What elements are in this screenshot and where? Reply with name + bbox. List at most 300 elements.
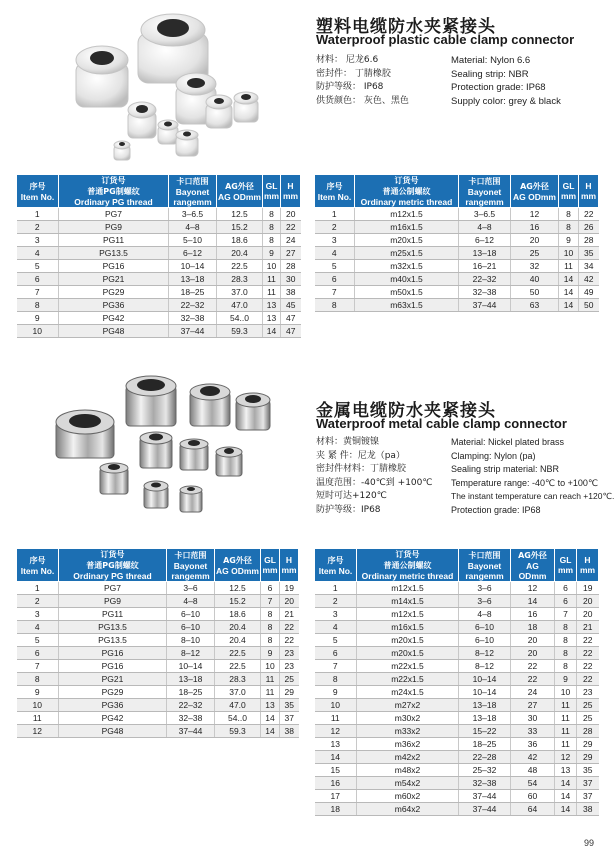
table-cell: 8 [17,299,59,312]
table-cell: 8 [555,621,577,634]
table-cell: 28.3 [215,673,261,686]
table-cell: 8 [263,208,281,221]
plastic-pg-table [16,174,301,338]
spec-line: 供货颜色： 灰色、黑色 [316,95,409,106]
table-cell: 3 [315,234,355,247]
table-cell: 12.5 [215,582,261,595]
table-cell: 4 [315,247,355,260]
table-cell: 11 [17,712,59,725]
table-cell: m14x1.5 [357,595,459,608]
table-cell: 10 [555,686,577,699]
spec-line: 密封件： 丁腈橡胶 [316,68,391,79]
table-cell: 14 [315,751,357,764]
table-cell: 9 [263,247,281,260]
table-cell: 13 [263,312,281,325]
table-cell: m25x1.5 [355,247,459,260]
table-cell: 47 [281,312,301,325]
metal-connectors-photo [40,372,280,528]
table-cell: 6 [17,273,59,286]
table-cell: 8 [315,673,357,686]
table-cell: 25 [280,673,299,686]
table-cell: 14 [559,286,579,299]
table-cell: 48 [511,764,555,777]
table-cell: 17 [315,790,357,803]
table-row [315,621,599,634]
table-row [17,595,299,608]
table-cell: 49 [579,286,599,299]
table-cell: 22–32 [459,273,511,286]
table-cell: 59.3 [217,325,263,338]
table-cell: 11 [261,673,280,686]
table-row [315,660,599,673]
table-cell: 9 [555,673,577,686]
table-row [17,699,299,712]
table-cell: 30 [511,712,555,725]
table-row [315,777,599,790]
table-cell: 5 [17,260,59,273]
table-row [17,725,299,738]
table-cell: m30x2 [357,712,459,725]
plastic-metric-table [314,174,599,312]
table-cell: 42 [511,751,555,764]
table-cell: 29 [577,738,599,751]
table-cell: 11 [263,286,281,299]
table-cell: 6–10 [167,608,215,621]
table-cell: m40x1.5 [355,273,459,286]
table-cell: m20x1.5 [355,234,459,247]
table-cell: 27 [511,699,555,712]
table-cell: 8 [555,660,577,673]
table-cell: 19 [280,582,299,595]
table-cell: 18.6 [217,234,263,247]
table-cell: 14 [559,299,579,312]
table-cell: 7 [261,595,280,608]
table-cell: 28 [577,725,599,738]
table-cell: 2 [17,221,59,234]
table-cell: 9 [559,234,579,247]
table-cell: 10 [263,260,281,273]
table-row [17,299,301,312]
table-cell: 8–12 [167,647,215,660]
table-cell: 8 [555,647,577,660]
table-cell: 8 [263,221,281,234]
table-cell: 22 [577,660,599,673]
table-cell: 47.0 [217,299,263,312]
table-cell: 6–10 [459,634,511,647]
table-cell: 36 [511,738,555,751]
table-cell: 10–14 [167,660,215,673]
table-cell: PG29 [59,686,167,699]
table-cell: 7 [315,660,357,673]
table-row [17,260,301,273]
table-cell: m63x1.5 [355,299,459,312]
table-cell: 18.6 [215,608,261,621]
column-header: 序号 Item No. [315,175,355,208]
table-cell: 4–8 [167,595,215,608]
metal-metric-table [314,548,599,816]
table-cell: 23 [280,660,299,673]
table-cell: m12x1.5 [357,608,459,621]
table-cell: 13 [315,738,357,751]
column-header: AG外径 AG ODmm [217,175,263,208]
table-cell: 54..0 [215,712,261,725]
table-cell: 3–6 [167,582,215,595]
table-cell: 12 [511,582,555,595]
table-cell: 20 [511,234,559,247]
table-cell: m60x2 [357,790,459,803]
table-cell: 12 [17,725,59,738]
metal-title-en: Waterproof metal cable clamp connector [316,416,567,431]
spec-line: 材料：黄铜镀镍 [316,437,380,447]
table-cell: 24 [511,686,555,699]
table-cell: m48x2 [357,764,459,777]
plastic-connectors-photo [48,8,278,168]
table-cell: 40 [511,273,559,286]
metal-title-cn: 金属电缆防水夹紧接头 [316,401,496,421]
table-cell: 54 [511,777,555,790]
table-cell: 12.5 [217,208,263,221]
table-row [17,221,301,234]
table-cell: 28.3 [217,273,263,286]
table-cell: 25–32 [459,764,511,777]
table-cell: 25 [511,247,559,260]
table-cell: 29 [577,751,599,764]
table-cell: m16x1.5 [357,621,459,634]
table-cell: PG29 [59,286,169,299]
table-cell: 23 [280,647,299,660]
table-cell: 12 [555,751,577,764]
spec-line: Protection grade: IP68 [451,504,541,515]
table-row [315,582,599,595]
table-cell: 8–10 [167,634,215,647]
spec-line: Sealing strip: NBR [451,68,529,80]
table-cell: 64 [511,803,555,816]
table-row [17,712,299,725]
table-cell: 8 [17,673,59,686]
table-cell: m12x1.5 [355,208,459,221]
table-cell: 11 [555,699,577,712]
table-cell: 22–32 [169,299,217,312]
table-cell: PG48 [59,325,169,338]
table-row [315,634,599,647]
table-cell: 6–10 [167,621,215,634]
column-header: 序号 Item No. [17,175,59,208]
metal-specs-cn [316,436,433,517]
table-cell: 22 [280,621,299,634]
table-cell: m12x1.5 [357,582,459,595]
column-header: 卡口范围 Bayonet rangemm [459,175,511,208]
table-cell: 33 [511,725,555,738]
table-cell: 25 [577,699,599,712]
table-cell: 20 [577,608,599,621]
table-cell: 63 [511,299,559,312]
table-cell: 3 [315,608,357,621]
table-cell: 3–6.5 [169,208,217,221]
plastic-title-en: Waterproof plastic cable clamp connector [316,32,575,47]
table-cell: 35 [579,247,599,260]
table-cell: 6–12 [459,234,511,247]
table-cell: 3–6 [459,595,511,608]
table-cell: 35 [280,699,299,712]
table-cell: 38 [281,286,301,299]
table-cell: 11 [261,686,280,699]
table-cell: PG9 [59,221,169,234]
table-cell: 37 [577,790,599,803]
table-row [17,234,301,247]
page-number: 99 [584,838,595,848]
table-cell: 37–44 [169,325,217,338]
table-row [315,647,599,660]
table-cell: 20 [280,595,299,608]
table-cell: 6 [315,647,357,660]
table-cell: 21 [577,621,599,634]
plastic-title-cn: 塑料电缆防水夹紧接头 [316,17,496,37]
table-row [17,647,299,660]
table-cell: m42x2 [357,751,459,764]
table-cell: 10 [559,247,579,260]
plastic-specs-cn [316,54,409,108]
table-cell: 11 [559,260,579,273]
table-row [17,286,301,299]
table-header-row [17,549,299,582]
table-cell: 9 [17,686,59,699]
table-cell: 38 [577,803,599,816]
spec-line: Material: Nickel plated brass [451,437,565,447]
table-cell: 20 [577,595,599,608]
table-cell: 22 [577,673,599,686]
table-cell: 8 [315,299,355,312]
column-header: 序号 Item No. [315,549,357,582]
table-row [315,712,599,725]
table-cell: PG16 [59,647,167,660]
table-cell: 10 [17,699,59,712]
table-cell: 4–8 [169,221,217,234]
table-cell: 47 [281,325,301,338]
table-cell: 26 [579,221,599,234]
table-cell: 4–8 [459,608,511,621]
table-cell: 6 [17,647,59,660]
table-cell: m50x1.5 [355,286,459,299]
table-cell: 14 [511,595,555,608]
table-cell: 32–38 [167,712,215,725]
table-cell: PG7 [59,208,169,221]
table-cell: m54x2 [357,777,459,790]
column-header: 卡口范围 Bayonet rangemm [459,549,511,582]
table-cell: 28 [281,260,301,273]
table-cell: 6–12 [169,247,217,260]
table-cell: 27 [281,247,301,260]
table-cell: 6 [315,273,355,286]
table-cell: 22 [281,221,301,234]
table-cell: 13 [261,699,280,712]
table-row [315,299,599,312]
metal-pg-table [16,548,299,738]
table-cell: 13 [263,299,281,312]
table-cell: 32–38 [459,777,511,790]
table-row [17,208,301,221]
table-cell: 37–44 [167,725,215,738]
table-row [17,325,301,338]
table-cell: 14 [261,725,280,738]
table-cell: 6 [261,582,280,595]
table-cell: PG36 [59,699,167,712]
table-row [315,699,599,712]
table-cell: PG42 [59,712,167,725]
table-cell: 14 [555,803,577,816]
table-cell: PG11 [59,234,169,247]
table-cell: 32 [511,260,559,273]
table-row [17,634,299,647]
table-cell: 35 [577,764,599,777]
plastic-specs-en [451,54,561,108]
table-cell: 9 [17,312,59,325]
table-cell: PG13.5 [59,247,169,260]
table-cell: 19 [577,582,599,595]
table-row [315,260,599,273]
table-cell: 50 [579,299,599,312]
table-cell: 10–14 [459,686,511,699]
table-cell: 11 [263,273,281,286]
table-cell: 14 [555,790,577,803]
column-header: AG外径 AG ODmm [511,175,559,208]
table-row [315,247,599,260]
spec-line: 材料： 尼龙6.6 [316,55,379,65]
table-cell: 42 [579,273,599,286]
table-cell: m16x1.5 [355,221,459,234]
table-cell: 24 [281,234,301,247]
table-cell: 1 [17,208,59,221]
table-cell: m32x1.5 [355,260,459,273]
table-header-row [315,549,599,582]
table-cell: 8 [555,634,577,647]
column-header: GL mm [263,175,281,208]
table-cell: 6–10 [459,621,511,634]
spec-line: Protection grade: IP68 [451,82,546,93]
table-row [17,621,299,634]
table-cell: 2 [315,221,355,234]
table-cell: 14 [263,325,281,338]
spec-line: Clamping: Nylon (pa) [451,450,536,461]
spec-line: Sealing strip material: NBR [451,464,560,474]
table-cell: 20.4 [215,621,261,634]
table-cell: 54..0 [217,312,263,325]
table-cell: 10 [315,699,357,712]
table-row [315,608,599,621]
table-cell: 7 [17,286,59,299]
table-cell: 13–18 [459,699,511,712]
table-row [315,234,599,247]
table-cell: 15.2 [215,595,261,608]
table-row [315,751,599,764]
table-cell: 22–28 [459,751,511,764]
table-cell: 4 [315,621,357,634]
table-row [315,208,599,221]
table-cell: 22 [577,634,599,647]
table-row [315,738,599,751]
column-header: GL mm [555,549,577,582]
table-cell: 6 [555,582,577,595]
table-cell: 32–38 [169,312,217,325]
table-cell: PG16 [59,660,167,673]
table-cell: 14 [559,273,579,286]
table-cell: 13–18 [459,712,511,725]
column-header: H mm [281,175,301,208]
table-cell: PG11 [59,608,167,621]
table-cell: PG42 [59,312,169,325]
table-cell: PG21 [59,673,167,686]
table-cell: 28 [579,234,599,247]
table-cell: m20x1.5 [357,647,459,660]
spec-line: The instant temperature can reach +120℃. [451,491,615,501]
table-cell: 22.5 [217,260,263,273]
column-header: 订货号 普通公制螺纹 Ordinary metric thread [355,175,459,208]
table-cell: 37–44 [459,299,511,312]
column-header: H mm [579,175,599,208]
table-row [315,790,599,803]
spec-line: 短时可达+120℃ [316,491,387,501]
table-row [17,582,299,595]
table-cell: 7 [555,608,577,621]
table-cell: m22x1.5 [357,673,459,686]
table-cell: m22x1.5 [357,660,459,673]
table-cell: 8–12 [459,647,511,660]
table-row [315,273,599,286]
table-cell: 4 [17,621,59,634]
table-cell: 29 [280,686,299,699]
table-cell: 37 [577,777,599,790]
table-cell: 10–14 [459,673,511,686]
table-header-row [315,175,599,208]
table-cell: 3–6 [459,582,511,595]
column-header: GL mm [261,549,280,582]
column-header: 订货号 普通公制螺纹 Ordinary metric thread [357,549,459,582]
table-cell: 1 [315,582,357,595]
table-cell: 9 [261,647,280,660]
table-cell: 7 [315,286,355,299]
table-cell: 20 [511,647,555,660]
column-header: AG外径 AG ODmm [511,549,555,582]
table-cell: 22 [511,660,555,673]
table-cell: 18–25 [167,686,215,699]
table-cell: 8 [261,621,280,634]
table-cell: 22 [579,208,599,221]
column-header: H mm [577,549,599,582]
table-cell: 2 [17,595,59,608]
table-cell: 9 [315,686,357,699]
table-cell: 37–44 [459,803,511,816]
table-cell: 12 [315,725,357,738]
spec-line: 密封件材料：丁腈橡胶 [316,464,407,474]
table-cell: 8 [263,234,281,247]
table-cell: 32–38 [459,286,511,299]
table-row [315,686,599,699]
table-cell: 10 [261,660,280,673]
table-cell: 15–22 [459,725,511,738]
table-cell: 15 [315,764,357,777]
table-cell: 1 [315,208,355,221]
table-cell: 60 [511,790,555,803]
table-cell: 50 [511,286,559,299]
table-cell: 5 [315,634,357,647]
table-cell: 16 [315,777,357,790]
spec-line: Temperature range: -40℃ to +100℃ [451,477,599,488]
table-row [315,595,599,608]
table-cell: 25 [577,712,599,725]
table-cell: m20x1.5 [357,634,459,647]
table-cell: 11 [555,725,577,738]
table-cell: m33x2 [357,725,459,738]
table-cell: m24x1.5 [357,686,459,699]
